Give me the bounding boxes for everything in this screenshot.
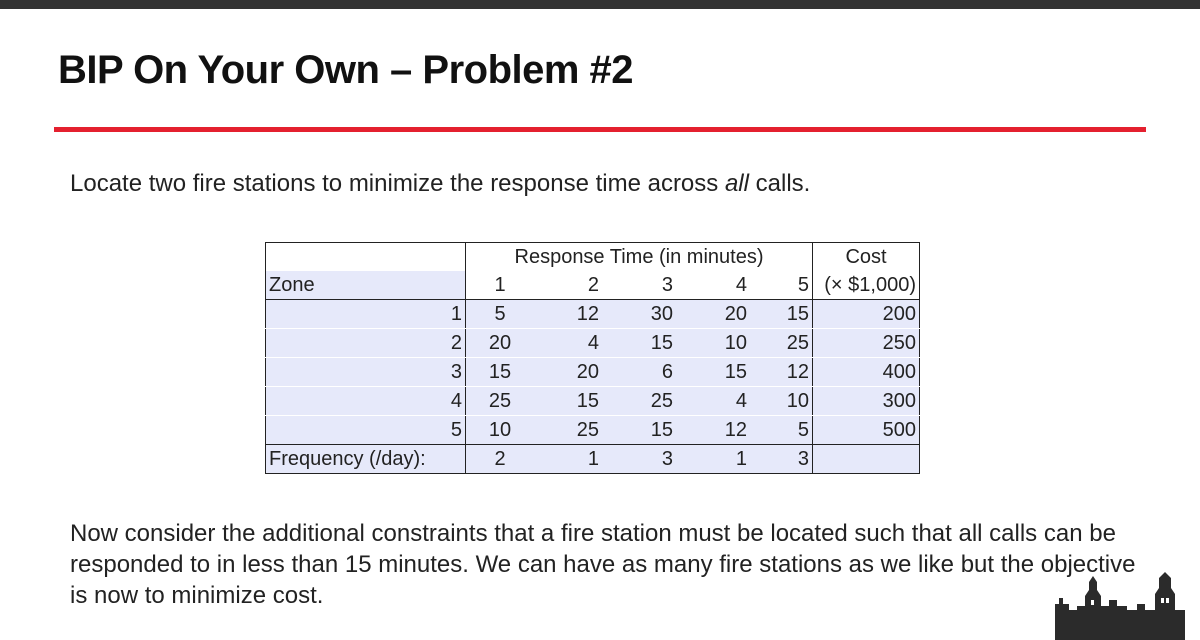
zone-number: 2	[266, 329, 466, 358]
frequency-cell: 1	[676, 445, 750, 474]
time-cell: 12	[534, 300, 602, 329]
intro-text	[70, 170, 810, 198]
frequency-cell: 3	[750, 445, 813, 474]
cost-cell: 400	[813, 358, 920, 387]
frequency-cell: 1	[534, 445, 602, 474]
table-row	[266, 300, 920, 329]
response-time-header: Response Time (in minutes)	[466, 243, 813, 272]
time-cell: 10	[676, 329, 750, 358]
time-cell: 15	[602, 416, 676, 445]
title-underline	[54, 127, 1146, 132]
frequency-row	[266, 445, 920, 474]
response-time-table	[265, 242, 920, 474]
time-cell: 25	[602, 387, 676, 416]
time-cell: 6	[602, 358, 676, 387]
column-header-4: 4	[676, 271, 750, 300]
time-cell: 10	[750, 387, 813, 416]
cost-cell: 200	[813, 300, 920, 329]
frequency-cell: 3	[602, 445, 676, 474]
column-header-5: 5	[750, 271, 813, 300]
intro-text-start: Locate two fire stations to minimize the response time across	[70, 170, 725, 197]
university-skyline-logo-icon	[1055, 570, 1185, 640]
zone-number: 1	[266, 300, 466, 329]
cost-cell: 250	[813, 329, 920, 358]
cost-header: Cost	[813, 243, 920, 272]
time-cell: 4	[676, 387, 750, 416]
cost-cell: 300	[813, 387, 920, 416]
time-cell: 20	[676, 300, 750, 329]
table-column-header-row	[266, 271, 920, 300]
time-cell: 30	[602, 300, 676, 329]
time-cell: 5	[466, 300, 535, 329]
table-corner-cell	[266, 243, 466, 272]
table-row	[266, 329, 920, 358]
zone-number: 5	[266, 416, 466, 445]
frequency-cell: 2	[466, 445, 535, 474]
table-group-header-row	[266, 243, 920, 272]
time-cell: 20	[534, 358, 602, 387]
time-cell: 12	[750, 358, 813, 387]
time-cell: 5	[750, 416, 813, 445]
intro-text-end: calls.	[748, 170, 811, 197]
slide-title: BIP On Your Own – Problem #2	[58, 48, 634, 92]
zone-number: 3	[266, 358, 466, 387]
column-header-3: 3	[602, 271, 676, 300]
column-header-2: 2	[534, 271, 602, 300]
time-cell: 15	[676, 358, 750, 387]
intro-text-emphasis: all	[724, 170, 749, 197]
constraint-note: Now consider the additional constraints that a fire station must be located such that all calls can be responded to in less than 15 minutes. We can have as many fire stations as we like but the objective is now to minimize cost.	[70, 520, 1136, 609]
time-cell: 4	[534, 329, 602, 358]
time-cell: 25	[466, 387, 535, 416]
cost-cell: 500	[813, 416, 920, 445]
zone-number: 4	[266, 387, 466, 416]
time-cell: 25	[750, 329, 813, 358]
time-cell: 10	[466, 416, 535, 445]
time-cell: 15	[602, 329, 676, 358]
frequency-label: Frequency (/day):	[266, 445, 466, 474]
table-row	[266, 416, 920, 445]
table-row	[266, 358, 920, 387]
cost-unit-header: (× $1,000)	[813, 271, 920, 300]
time-cell: 15	[750, 300, 813, 329]
time-cell: 25	[534, 416, 602, 445]
table-row	[266, 387, 920, 416]
frequency-cost-cell	[813, 445, 920, 474]
time-cell: 15	[466, 358, 535, 387]
time-cell: 15	[534, 387, 602, 416]
time-cell: 12	[676, 416, 750, 445]
zone-header: Zone	[266, 271, 466, 300]
column-header-1: 1	[466, 271, 535, 300]
time-cell: 20	[466, 329, 535, 358]
top-bar	[0, 0, 1200, 9]
